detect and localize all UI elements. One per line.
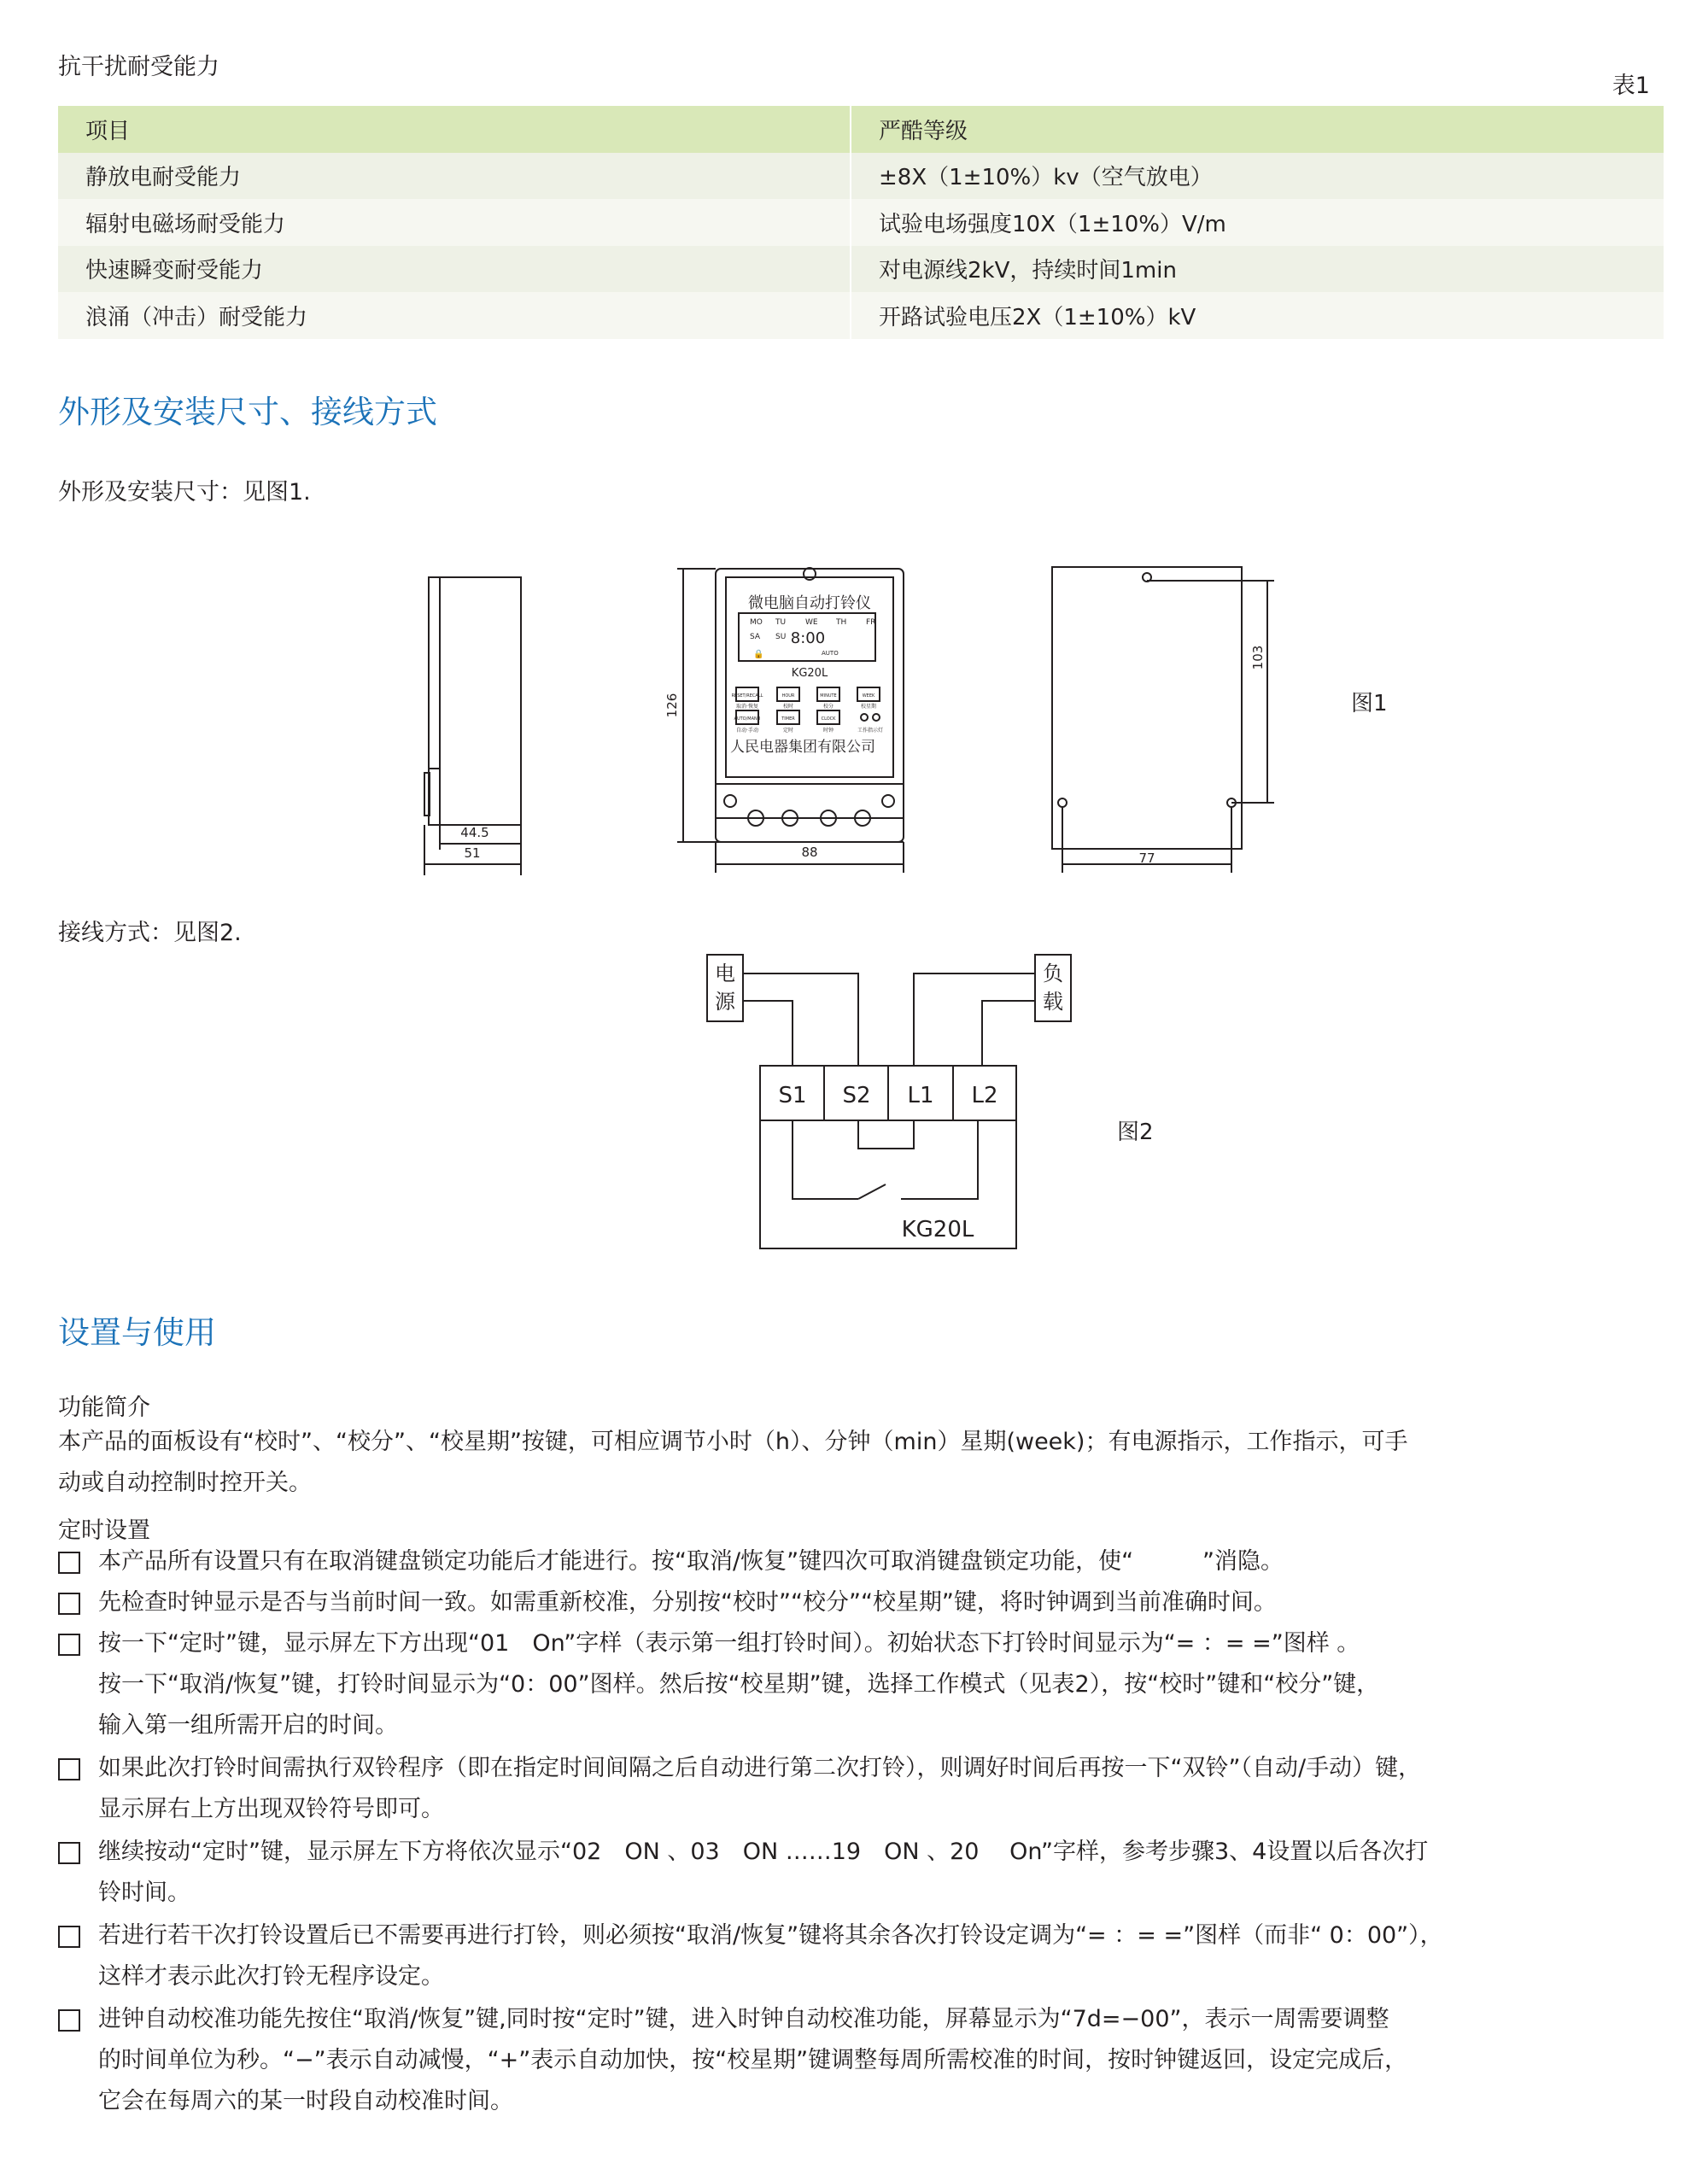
lcd-day: SA: [750, 633, 761, 641]
table-header-level: 严酷等级: [851, 106, 1664, 153]
device-title: 微电脑自动打铃仪: [748, 594, 871, 612]
table-cell: 静放电耐受能力: [58, 153, 851, 200]
button-label: RESET/RECALL: [731, 693, 763, 699]
button-caption: 工作指示灯: [857, 728, 884, 734]
lcd-day: TH: [836, 618, 847, 627]
terminal-label: L2: [971, 1083, 998, 1108]
button-label: MINUTE: [820, 693, 837, 699]
button-label: HOUR: [781, 693, 795, 699]
button-label: AUTO/MANU: [734, 716, 761, 722]
load-label: 载: [1043, 990, 1063, 1014]
back-height-label: 103: [1250, 645, 1266, 670]
list-item-line: 显示屏右上方出现双铃符号即可。: [98, 1796, 444, 1822]
intro-paragraph: [58, 1422, 1681, 1504]
figure-2-drawing: [0, 939, 1708, 1281]
wiring-model-label: KG20L: [901, 1217, 974, 1242]
list-item-line: 本产品所有设置只有在取消键盘锁定功能后才能进行。按“取消/恢复”键四次可取消键盘锁定功能，使“ ”消隐。: [98, 1548, 1284, 1575]
power-label: 源: [715, 990, 735, 1014]
checkbox-icon: [58, 2009, 80, 2032]
dimensions-text: 外形及安装尺寸：见图1.: [58, 479, 311, 506]
list-item-line: 铃时间。: [98, 1880, 190, 1906]
figure-2-label: 图2: [1117, 1120, 1154, 1145]
button-caption: 定时: [782, 728, 794, 734]
button-label: WEEK: [862, 693, 875, 699]
table-cell: ±8X（1±10%）kv（空气放电）: [851, 153, 1664, 200]
load-label: 负: [1043, 962, 1063, 985]
lcd-day: SU: [775, 633, 787, 641]
list-item-line: 它会在每周六的某一时段自动校准时间。: [98, 2088, 513, 2114]
list-item: [58, 1832, 1681, 1914]
button-caption: 自动·手动: [736, 728, 758, 734]
lcd-day: MO: [750, 618, 763, 627]
section-title-usage: 设置与使用: [58, 1314, 216, 1351]
interference-title: 抗干扰耐受能力: [58, 54, 219, 80]
back-width-label: 77: [1138, 851, 1155, 866]
button-caption: 校分: [822, 704, 834, 710]
list-item-line: 的时间单位为秒。“−”表示自动减慢，“+”表示自动加快，按“校星期”键调整每周所需校准的时间，按时钟键返回，设定完成后，: [98, 2047, 1408, 2073]
list-item-line: 若进行若干次打铃设置后已不需要再进行打铃，则必须按“取消/恢复”键将其余各次打铃设定调为“= ：= =”图样（而非“ 0：00”），: [98, 1922, 1443, 1949]
front-width-label: 88: [801, 845, 818, 860]
list-item-line: 按一下“取消/恢复”键，打铃时间显示为“0：00”图样。然后按“校星期”键，选择工作模式（见表2），按“校时”键和“校分”键，: [98, 1671, 1380, 1698]
lcd-mode: AUTO: [822, 650, 839, 657]
table-cell: 辐射电磁场耐受能力: [58, 199, 851, 246]
table-label: 表1: [1611, 73, 1650, 99]
back-view: [1052, 567, 1274, 873]
wiring-text: 接线方式：见图2.: [58, 920, 242, 946]
list-item-line: 如果此次打铃时间需执行双铃程序（即在指定时间间隔之后自动进行第二次打铃），则调好时间后再按一下“双铃”（自动/手动）键，: [98, 1755, 1422, 1781]
subheading-timer: 定时设置: [58, 1517, 150, 1544]
list-item: [58, 1999, 1681, 2122]
checkbox-icon: [58, 1634, 80, 1656]
terminal-label: S1: [778, 1083, 807, 1108]
section-title-dimensions: 外形及安装尺寸、接线方式: [58, 394, 437, 430]
lcd-day: WE: [805, 618, 818, 627]
list-item-line: 这样才表示此次打铃无程序设定。: [98, 1963, 444, 1990]
table-cell: 试验电场强度10X（1±10%）V/m: [851, 199, 1664, 246]
table-header-item: 项目: [58, 106, 851, 153]
button-caption: 校时: [782, 704, 794, 710]
figure-1-label: 图1: [1351, 691, 1388, 716]
checkbox-icon: [58, 1926, 80, 1948]
button-caption: 校星期: [860, 704, 877, 710]
table-cell: 开路试验电压2X（1±10%）kV: [851, 292, 1664, 339]
button-label: CLOCK: [821, 716, 836, 722]
lcd-day: TU: [775, 618, 787, 627]
company-name: 人民电器集团有限公司: [730, 739, 875, 756]
list-item-line: 进钟自动校准功能先按住“取消/恢复”键,同时按“定时”键，进入时钟自动校准功能，屏幕显示为“7d=−00”，表示一周需要调整: [98, 2006, 1389, 2032]
lcd-day: FR: [866, 618, 876, 627]
checkbox-icon: [58, 1552, 80, 1574]
table-cell: 快速瞬变耐受能力: [58, 246, 851, 293]
side-width-label: 51: [464, 845, 481, 861]
list-item-line: 输入第一组所需开启的时间。: [98, 1712, 398, 1739]
lock-icon: 🔒: [753, 650, 764, 659]
list-item: [58, 1915, 1681, 1997]
checkbox-icon: [58, 1593, 80, 1615]
front-height-label: 126: [664, 693, 680, 718]
table-cell: 浪涌（冲击）耐受能力: [58, 292, 851, 339]
list-item-line: 继续按动“定时”键，显示屏左下方将依次显示“02 ON 、03 ON ……19 ON 、20 On”字样，参考步骤3、4设置以后各次打: [98, 1839, 1429, 1865]
intro-line: 动或自动控制时控开关。: [58, 1470, 312, 1496]
lcd-time: 8:00: [790, 629, 826, 647]
terminal-label: S2: [842, 1083, 871, 1108]
terminal-label: L1: [907, 1083, 934, 1108]
table-cell: 对电源线2kV，持续时间1min: [851, 246, 1664, 293]
list-item: [58, 1541, 1681, 1582]
list-item: [58, 1582, 1681, 1623]
list-item-line: 按一下“定时”键，显示屏左下方出现“01 On”字样（表示第一组打铃时间）。初始状态下打铃时间显示为“= ：= =”图样 。: [98, 1630, 1360, 1657]
intro-line: 本产品的面板设有“校时”、“校分”、“校星期”按键，可相应调节小时（h）、分钟（min）星期(week)；有电源指示，工作指示，可手: [58, 1429, 1408, 1455]
device-model: KG20L: [791, 667, 828, 680]
figure-1-drawing: [0, 0, 1708, 888]
button-caption: 取消·恢复: [736, 704, 758, 710]
button-caption: 时钟: [822, 728, 834, 734]
subheading-function: 功能简介: [58, 1394, 150, 1421]
list-item-line: 先检查时钟显示是否与当前时间一致。如需重新校准，分别按“校时”“校分”“校星期”键，将时钟调到当前准确时间。: [98, 1589, 1277, 1616]
list-item: [58, 1748, 1681, 1830]
button-label: TIMER: [781, 716, 795, 722]
checkbox-icon: [58, 1758, 80, 1780]
side-depth-label: 44.5: [460, 825, 489, 840]
checkbox-icon: [58, 1842, 80, 1864]
list-item: [58, 1623, 1681, 1746]
power-label: 电: [715, 962, 735, 985]
